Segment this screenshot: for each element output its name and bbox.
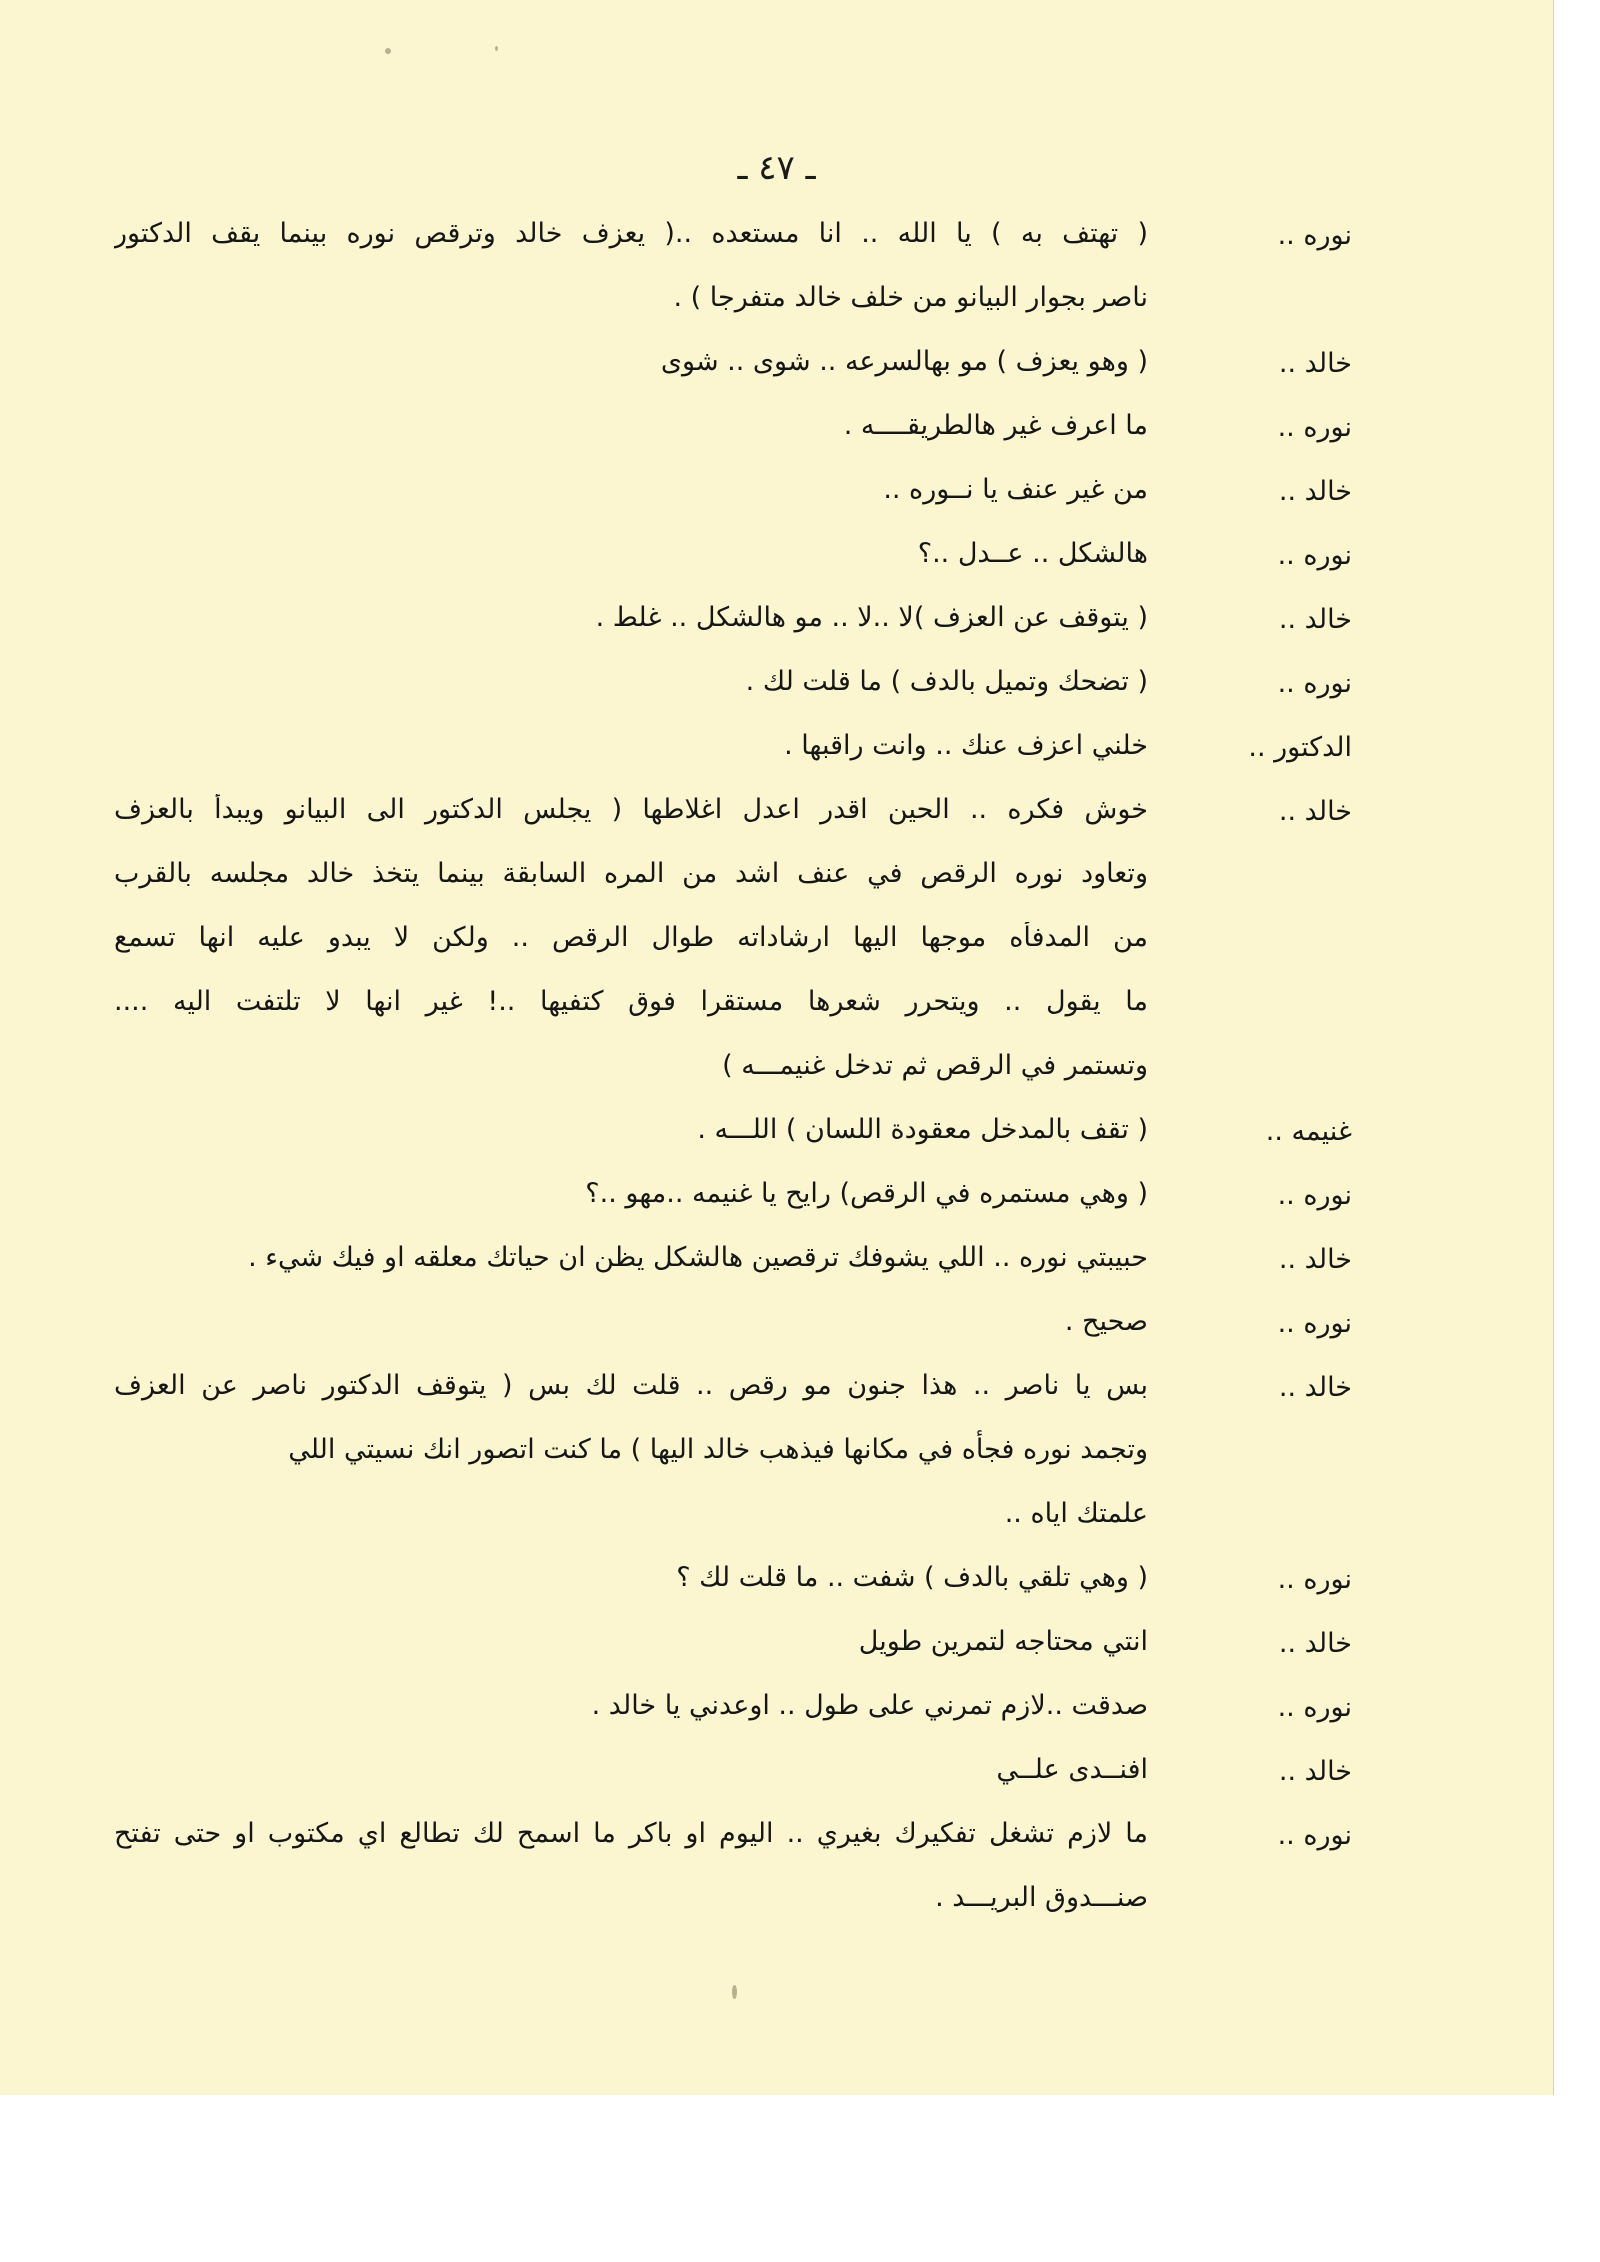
dialogue-text: ( يتوقف عن العزف )لا ..لا .. مو هالشكل .. غلط . [595, 602, 1148, 633]
dialogue-text: علمتك اياه .. [1004, 1498, 1148, 1529]
dialogue-text: ( وهي تلقي بالدف ) شفت .. ما قلت لك ؟ [676, 1562, 1148, 1593]
script-line [0, 1750, 1553, 1814]
page-number: ـ ٤٧ ـ [737, 148, 816, 188]
script-line [0, 662, 1553, 726]
speaker-name: خالد .. [1278, 1756, 1352, 1787]
dialogue-text: وتجمد نوره فجأه في مكانها فيذهب خالد اليها ) ما كنت اتصور انك نسيتي اللي [288, 1434, 1148, 1465]
speaker-name: نوره .. [1277, 1820, 1352, 1851]
speaker-name: خالد .. [1278, 348, 1352, 379]
speaker-name: خالد .. [1278, 604, 1352, 635]
script-line [0, 1622, 1553, 1686]
speaker-name: نوره .. [1277, 1308, 1352, 1339]
speaker-name: خالد .. [1278, 1628, 1352, 1659]
dialogue-text: بس يا ناصر .. هذا جنون مو رقص .. قلت لك بس ( يتوقف الدكتور ناصر عن العزف [114, 1370, 1148, 1401]
dialogue-text: صدقت ..لازم تمرني على طول .. اوعدني يا خالد . [591, 1690, 1148, 1721]
speaker-name: نوره .. [1277, 668, 1352, 699]
speaker-name: نوره .. [1277, 540, 1352, 571]
script-line [0, 1558, 1553, 1622]
script-line [0, 534, 1553, 598]
speaker-name: خالد .. [1278, 1372, 1352, 1403]
play-script-body [0, 214, 1553, 1942]
dialogue-text: ( تقف بالمدخل معقودة اللسان ) اللـــه . [697, 1114, 1148, 1145]
dialogue-text: ( وهي مستمره في الرقص) رايح يا غنيمه ..مهو ..؟ [585, 1178, 1148, 1209]
script-line [0, 982, 1553, 1046]
script-line [0, 1494, 1553, 1558]
script-line [0, 406, 1553, 470]
dialogue-text: ناصر بجوار البيانو من خلف خالد متفرجا ) . [673, 282, 1148, 313]
script-line [0, 1878, 1553, 1942]
paper-speck [385, 48, 391, 54]
script-line [0, 214, 1553, 278]
script-line [0, 1238, 1553, 1302]
script-line [0, 598, 1553, 662]
script-line [0, 278, 1553, 342]
dialogue-text: خلني اعزف عنك .. وانت راقبها . [784, 730, 1148, 761]
dialogue-text: صحيح . [1064, 1306, 1148, 1337]
dialogue-text: هالشكل .. عــدل ..؟ [917, 538, 1148, 569]
dialogue-text: خوش فكره .. الحين اقدر اعدل اغلاطها ( يجلس الدكتور الى البيانو ويبدأ بالعزف [114, 794, 1148, 825]
script-line [0, 1174, 1553, 1238]
script-line [0, 726, 1553, 790]
dialogue-text: من غير عنف يا نــوره .. [883, 474, 1148, 505]
script-line [0, 790, 1553, 854]
speaker-name: غنيمه .. [1265, 1116, 1352, 1147]
script-line [0, 1302, 1553, 1366]
script-line [0, 918, 1553, 982]
speaker-name: خالد .. [1278, 1244, 1352, 1275]
dialogue-text: من المدفأه موجها اليها ارشاداته طوال الرقص .. ولكن لا يبدو عليه انها تسمع [114, 922, 1148, 953]
paper-speck [732, 1985, 737, 1999]
dialogue-text: صنـــدوق البريـــد . [935, 1882, 1148, 1913]
dialogue-text: ما لازم تشغل تفكيرك بغيري .. اليوم او باكر ما اسمح لك تطالع اي مكتوب او حتى تفتح [114, 1818, 1148, 1849]
speaker-name: خالد .. [1278, 796, 1352, 827]
speaker-name: نوره .. [1277, 1564, 1352, 1595]
dialogue-text: ( وهو يعزف ) مو بهالسرعه .. شوى .. شوى [660, 346, 1148, 377]
script-line [0, 1686, 1553, 1750]
dialogue-text: ( تهتف به ) يا الله .. انا مستعده ..( يعزف خالد وترقص نوره بينما يقف الدكتور [114, 218, 1148, 249]
script-line [0, 1366, 1553, 1430]
dialogue-text: ( تضحك وتميل بالدف ) ما قلت لك . [745, 666, 1148, 697]
speaker-name: نوره .. [1277, 1180, 1352, 1211]
dialogue-text: حبيبتي نوره .. اللي يشوفك ترقصين هالشكل يظن ان حياتك معلقه او فيك شيء . [248, 1242, 1148, 1273]
speaker-name: خالد .. [1278, 476, 1352, 507]
speaker-name: نوره .. [1277, 1692, 1352, 1723]
script-line [0, 1046, 1553, 1110]
dialogue-text: انتي محتاجه لتمرين طويل [858, 1626, 1148, 1657]
script-line [0, 854, 1553, 918]
dialogue-text: وتعاود نوره الرقص في عنف اشد من المره السابقة بينما يتخذ خالد مجلسه بالقرب [114, 858, 1148, 889]
script-line [0, 470, 1553, 534]
script-line [0, 1814, 1553, 1878]
paper-speck [495, 46, 498, 51]
dialogue-text: افنــدى علــي [996, 1754, 1148, 1785]
dialogue-text: ما يقول .. ويتحرر شعرها مستقرا فوق كتفيها ..! غير انها لا تلتفت اليه .... [114, 986, 1148, 1017]
script-line [0, 1430, 1553, 1494]
script-line [0, 342, 1553, 406]
script-line [0, 1110, 1553, 1174]
speaker-name: نوره .. [1277, 220, 1352, 251]
speaker-name: الدكتور .. [1248, 732, 1352, 763]
dialogue-text: ما اعرف غير هالطريقــــه . [843, 410, 1148, 441]
speaker-name: نوره .. [1277, 412, 1352, 443]
dialogue-text: وتستمر في الرقص ثم تدخل غنيمـــه ) [722, 1050, 1148, 1081]
